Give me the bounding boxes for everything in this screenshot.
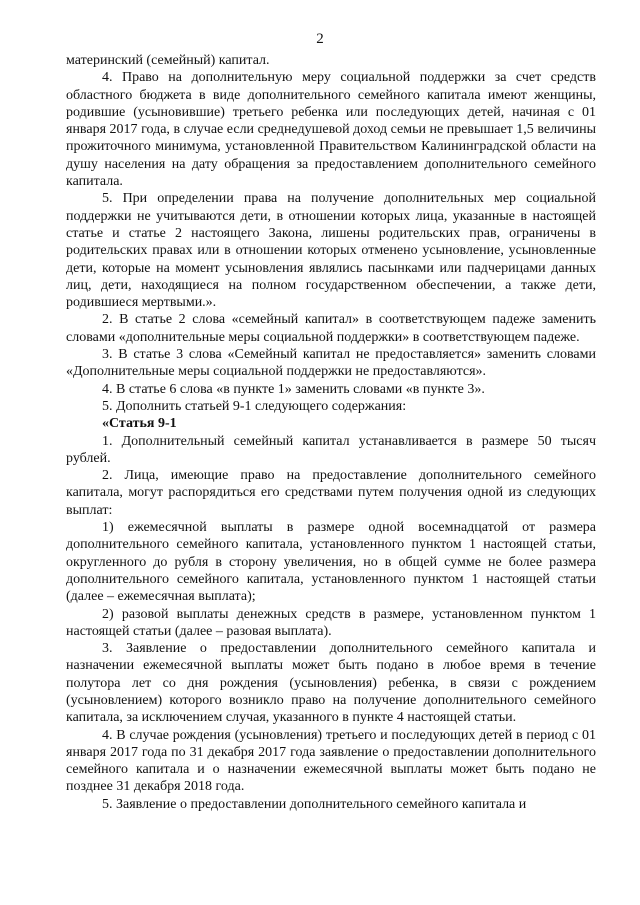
document-body (66, 52, 596, 813)
paragraph-amendment-4: 4. В статье 6 слова «в пункте 1» заменить словами «в пункте 3». (102, 381, 485, 397)
paragraph-continuation: материнский (семейный) капитал. (66, 53, 270, 68)
article-clause-2: 2. Лица, имеющие право на предоставление дополнительного семейного капитала, могут распорядиться его средствами путем получения одной из следующих выплат: (66, 468, 596, 518)
article-clause-5: 5. Заявление о предоставлении дополнительного семейного капитала и (102, 796, 527, 812)
article-clause-1: 1. Дополнительный семейный капитал устанавливается в размере 50 тысяч рублей. (66, 433, 596, 466)
paragraph-amendment-5: 5. Дополнить статьей 9-1 следующего содержания: (102, 398, 407, 414)
paragraph-amendment-2: 2. В статье 2 слова «семейный капитал» в соответствующем падеже заменить словами «дополнительные меры социальной поддержки» в соответствующем падеже. (66, 312, 596, 345)
paragraph-amendment-3: 3. В статье 3 слова «Семейный капитал не предоставляется» заменить словами «Дополнительные меры социальной поддержки не предоставляются». (66, 347, 596, 380)
article-subclause-1: 1) ежемесячной выплаты в размере одной восемнадцатой от размера дополнительного семейного капитала, установленного пунктом 1 настоящей статьи, округленного до рубля в сторону увеличения, но в общей сумме не более размера дополнительного семейного капитала, установленного пунктом 1 настоящей статьи (далее – ежемесячная выплата); (66, 520, 596, 605)
article-clause-4: 4. В случае рождения (усыновления) третьего и последующих детей в период с 01 января 2017 года по 31 декабря 2017 года заявление о предоставлении дополнительного семейного капитала и о назначении ежемесячной выплаты может быть подано не позднее 31 декабря 2018 года. (66, 727, 596, 795)
page-number: 2 (316, 31, 324, 47)
paragraph-item-5: 5. При определении права на получение дополнительных мер социальной поддержки не учитываются дети, в отношении которых лица, указанные в настоящей статье и статье 2 настоящего Закона, лишены родительских прав, ограничены в родительских правах или в отношении которых отменено усыновление, усыновленные дети, которые на момент усыновления являлись пасынками или падчерицами данных лиц, дети, находящиеся на полном государственном обеспечении, а также дети, родившиеся мертвыми.». (66, 191, 596, 311)
article-subclause-2: 2) разовой выплаты денежных средств в размере, установленном пунктом 1 настоящей статьи (далее – разовая выплата). (66, 606, 596, 639)
paragraph-item-4: 4. Право на дополнительную меру социальной поддержки за счет средств областного бюджета в виде дополнительного семейного капитала имеют женщины, родившие (усыновившие) третьего ребенка или последующих детей, начиная с 01 января 2017 года, в случае если среднедушевой доход семьи не превышает 1,5 величины прожиточного минимума, установленной Правительством Калининградской области на душу населения на дату обращения за предоставлением дополнительного семейного капитала. (66, 70, 596, 190)
article-heading: «Статья 9-1 (102, 416, 177, 432)
article-clause-3: 3. Заявление о предоставлении дополнительного семейного капитала и назначении ежемесячной выплаты может быть подано в любое время в течение полутора лет со дня рождения (усыновления) ребенка, в связи с рождением (усыновлением) которого возникло право на получение дополнительного семейного капитала, за исключением случая, указанного в пункте 4 настоящей статьи. (66, 641, 596, 726)
